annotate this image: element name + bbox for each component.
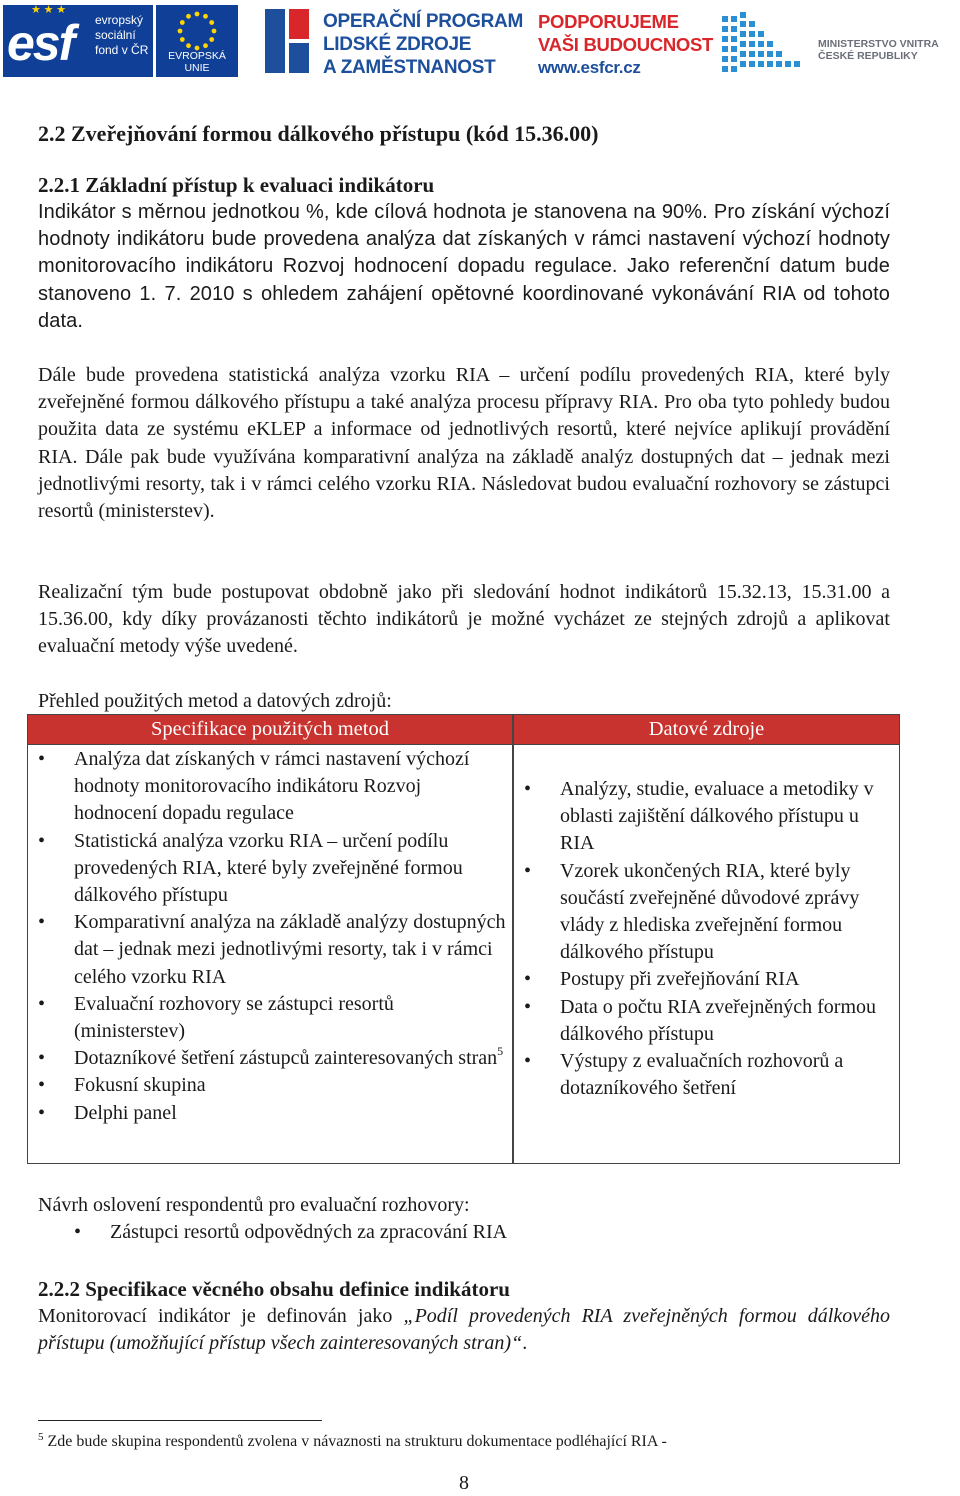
list-item-text: Delphi panel [74, 1101, 177, 1124]
page-number: 8 [459, 1472, 469, 1494]
op-line2: LIDSKÉ ZDROJE [323, 34, 472, 55]
bullet-icon: • [524, 859, 532, 882]
eu-stars-icon [176, 10, 218, 52]
list-item [514, 966, 894, 993]
esf-line3: fond v ČR [95, 43, 149, 57]
ministry-logo-text [818, 38, 939, 62]
op-logo-text [323, 10, 523, 79]
list-item [514, 776, 894, 858]
methods-list [28, 746, 508, 1127]
bullet-icon: • [524, 778, 532, 800]
paragraph-baseline: Indikátor s měrnou jednotkou %, kde cílová hodnota je stanovena na 90%. Pro získání výchozí hodnoty indikátoru bude provedena analýza dat získaných v rámci nastavení výchozí hodnoty monitorovacího indikátoru Rozvoj hodnocení dopadu regulace. Jako referenční datum bude stanoveno 1. 7. 2010 s ohledem zahájení opětovné koordinované vykonávání RIA od tohoto data. [38, 201, 890, 332]
bullet-icon: • [524, 995, 532, 1018]
list-item [28, 1072, 508, 1099]
esf-line1: evropský [95, 13, 144, 27]
mv-line1: MINISTERSTVO VNITRA [818, 38, 939, 50]
respondents-list [38, 1219, 507, 1246]
list-item-text: Vzorek ukončených RIA, které byly součástí zveřejněné důvodové zprávy vlády z hlediska zveřejnění formou dálkového přístupu [560, 859, 860, 964]
op-line1: OPERAČNÍ PROGRAM [323, 11, 523, 32]
list-item [514, 858, 894, 967]
sources-column [513, 714, 900, 1164]
list-item [28, 828, 508, 910]
definition-lead: Monitorovací indikátor je definován jako [38, 1305, 404, 1327]
bullet-icon: • [74, 1221, 82, 1243]
list-item [28, 991, 508, 1045]
bullet-icon: • [38, 1101, 46, 1124]
support-url: www.esfcr.cz [538, 58, 641, 77]
list-item-text: Statistická analýza vzorku RIA – určení podílu provedených RIA, které byly zveřejněné formou dálkového přístupu [74, 829, 463, 907]
list-item [38, 1219, 507, 1246]
bullet-icon: • [524, 968, 532, 991]
ministry-logo-mark-icon [722, 12, 806, 78]
footnote-ref[interactable]: 5 [497, 1044, 504, 1059]
eu-logo [156, 5, 238, 77]
list-item [514, 994, 894, 1048]
paragraph-analysis: Dále bude provedena statistická analýza vzorku RIA – určení podílu provedených RIA, které byly zveřejněné formou dálkového přístupu a také analýza procesu přípravy RIA. Pro oba tyto pohledy budou použita data ze systému eKLEP a informace od jednotlivých resortů, které nejvíce aplikují provádění RIA. Dále pak bude využívána komparativní analýza na základě analýz dostupných dat – jednak mezi jednotlivými resorty, tak i v rámci celého vzorku RIA. Následovat budou evaluační rozhovory se zástupci resortů (ministerstev). [38, 364, 890, 523]
support-line2: VAŠI BUDOUCNOST [538, 34, 714, 55]
bullet-icon: • [524, 1050, 532, 1073]
support-logo-text [538, 10, 713, 79]
op-line3: A ZAMĚSTNANOST [323, 57, 496, 78]
list-item [28, 1045, 508, 1072]
mv-line2: ČESKÉ REPUBLIKY [818, 50, 918, 62]
paragraph-team: Realizační tým bude postupovat obdobně jako při sledování hodnot indikátorů 15.32.13, 15.31.00 a 15.36.00, kdy díky provázanosti těchto indikátorů je možné vycházet ze stejných zdrojů a aplikovat evaluační metody výše uvedené. [38, 581, 890, 658]
sources-list [514, 776, 894, 1102]
section-heading: 2.2 Zveřejňování formou dálkového přístupu (kód 15.36.00) [38, 121, 599, 146]
definition-text: „Podíl provedených RIA zveřejněných formou dálkového přístupu (umožňující přístup všech zainteresovaných stran)“ [38, 1305, 890, 1355]
bullet-icon: • [38, 829, 46, 852]
list-item-text: Komparativní analýza na základě analýzy dostupných dat – jednak mezi jednotlivými resorty, tak i v rámci celého vzorku RIA [74, 911, 506, 988]
list-item-text: Postupy při zveřejňování RIA [560, 968, 800, 991]
bullet-icon: • [38, 911, 46, 934]
bullet-icon: • [38, 748, 46, 770]
list-item [28, 1100, 508, 1127]
methods-header: Specifikace použitých metod [28, 715, 512, 745]
footnote-divider [38, 1420, 322, 1421]
list-item-text: Analýza dat získaných v rámci nastavení výchozí hodnoty monitorovacího indikátoru Rozvoj hodnocení dopadu regulace [74, 748, 470, 825]
esf-subtitle [95, 13, 148, 58]
list-item [28, 746, 508, 828]
bullet-icon: • [38, 1074, 46, 1097]
list-item-text: Zástupci resortů odpovědných za zpracování RIA [110, 1221, 508, 1243]
definition-end: . [522, 1332, 528, 1355]
list-item [28, 909, 508, 991]
definition-paragraph [38, 1303, 890, 1357]
list-item-text: Evaluační rozhovory se zástupci resortů (ministerstev) [74, 992, 394, 1043]
table-intro: Přehled použitých metod a datových zdrojů: [38, 690, 392, 712]
list-item-text: Výstupy z evaluačních rozhovorů a dotazníkového šetření [560, 1050, 844, 1100]
respondents-intro: Návrh oslovení respondentů pro evaluační rozhovory: [38, 1194, 470, 1216]
esf-line2: sociální [95, 28, 136, 42]
methods-table [27, 714, 900, 1164]
sources-header: Datové zdroje [514, 715, 899, 745]
list-item-text: Dotazníkové šetření zástupců zainteresovaných stran [74, 1047, 498, 1070]
esf-letters: esf [7, 15, 74, 71]
op-logo-mark-icon [265, 5, 315, 77]
footnote-text: Zde bude skupina respondentů zvolena v návaznosti na strukturu dokumentace podléhající RIA - [43, 1433, 667, 1450]
eu-label: EVROPSKÁ UNIE [168, 50, 226, 74]
esf-logo [3, 5, 153, 77]
footnote-number: 5 [38, 1431, 44, 1443]
footnote [38, 1432, 667, 1452]
list-item [514, 1048, 894, 1102]
list-item-text: Fokusní skupina [74, 1074, 206, 1097]
star-icon: ★ ★ ★ [31, 5, 67, 16]
list-item-text: Analýzy, studie, evaluace a metodiky v oblasti zajištění dálkového přístupu u RIA [560, 778, 874, 855]
methods-column [27, 714, 513, 1164]
support-line1: PODPORUJEME [538, 11, 679, 32]
bullet-icon: • [38, 1047, 46, 1070]
header-logos [0, 0, 960, 90]
subsection-heading-2: 2.2.2 Specifikace věcného obsahu definice indikátoru [38, 1277, 510, 1301]
bullet-icon: • [38, 992, 46, 1015]
subsection-heading-1: 2.2.1 Základní přístup k evaluaci indikátoru [38, 173, 435, 197]
list-item-text: Data o počtu RIA zveřejněných formou dálkového přístupu [560, 995, 877, 1045]
